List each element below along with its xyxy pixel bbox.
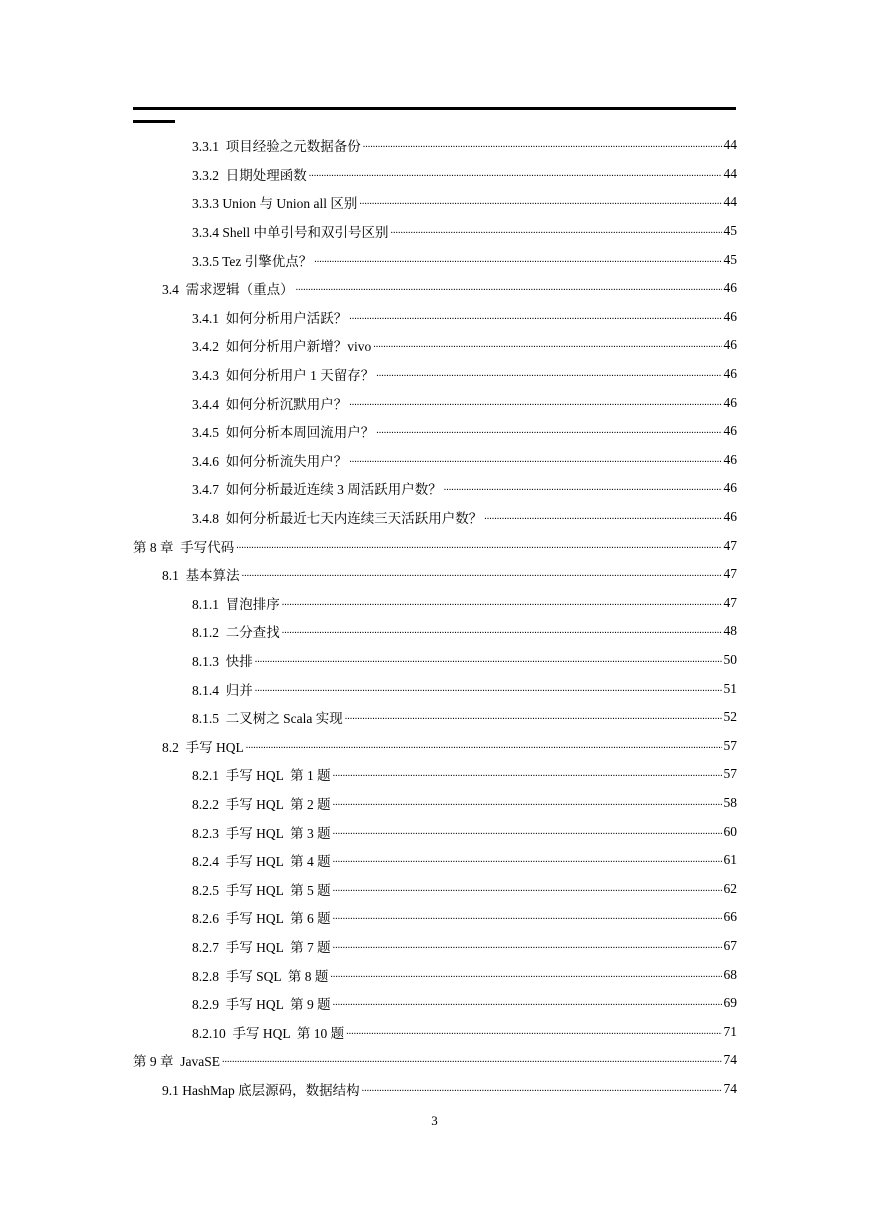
toc-entry-page-number: 46 — [723, 366, 737, 382]
toc-entry[interactable] — [192, 646, 737, 675]
toc-entry[interactable] — [192, 474, 737, 503]
toc-entry-page-number: 66 — [723, 909, 737, 925]
toc-entry[interactable] — [192, 960, 737, 989]
toc-entry-page-number: 46 — [723, 451, 737, 467]
toc-dot-leader — [362, 1081, 722, 1097]
toc-entry[interactable] — [192, 446, 737, 475]
toc-entry-page-number: 46 — [723, 280, 737, 296]
toc-entry[interactable] — [192, 817, 737, 846]
toc-entry-page-number: 44 — [723, 137, 737, 153]
page-number: 3 — [431, 1113, 438, 1128]
toc-dot-leader — [333, 881, 722, 897]
toc-entry[interactable] — [192, 303, 737, 332]
toc-entry-page-number: 57 — [723, 766, 737, 782]
toc-entry-page-number: 50 — [723, 652, 737, 668]
toc-dot-leader — [242, 566, 722, 582]
toc-dot-leader — [255, 652, 722, 668]
toc-entry-page-number: 52 — [723, 709, 737, 725]
toc-entry[interactable] — [192, 617, 737, 646]
toc-dot-leader — [296, 280, 722, 296]
toc-entry-title: 3.4.7 如何分析最近连续 3 周活跃用户数？ — [192, 482, 442, 498]
toc-entry-page-number: 67 — [723, 938, 737, 954]
toc-entry-page-number: 60 — [723, 823, 737, 839]
toc-entry-title: 8.2.3 手写 HQL 第 3 题 — [192, 825, 331, 841]
toc-dot-leader — [255, 681, 722, 697]
header-rule — [133, 107, 736, 110]
toc-entry-page-number: 44 — [723, 194, 737, 210]
toc-entry[interactable] — [192, 245, 737, 274]
toc-entry-title: 3.4 需求逻辑（重点） — [162, 282, 294, 298]
toc-entry-page-number: 46 — [723, 337, 737, 353]
toc-entry-page-number: 68 — [723, 966, 737, 982]
toc-dot-leader — [314, 252, 721, 268]
toc-entry-title: 8.2.6 手写 HQL 第 6 题 — [192, 911, 331, 927]
toc-entry-title: 8.2.2 手写 HQL 第 2 题 — [192, 797, 331, 813]
toc-dot-leader — [345, 709, 722, 725]
toc-entry[interactable] — [192, 989, 737, 1018]
toc-dot-leader — [349, 395, 721, 411]
toc-entry[interactable] — [133, 1046, 737, 1075]
toc-entry[interactable] — [192, 417, 737, 446]
toc-entry-title: 8.2.5 手写 HQL 第 5 题 — [192, 882, 331, 898]
toc-entry-page-number: 46 — [723, 394, 737, 410]
toc-entry-title: 8.2.8 手写 SQL 第 8 题 — [192, 968, 329, 984]
toc-entry-title: 3.4.5 如何分析本周回流用户？ — [192, 425, 375, 441]
toc-entry-title: 8.1.2 二分查找 — [192, 625, 280, 641]
toc-entry[interactable] — [162, 1075, 737, 1104]
toc-entry[interactable] — [192, 131, 737, 160]
toc-entry-page-number: 47 — [723, 566, 737, 582]
header-rule-tail — [133, 120, 175, 123]
toc-entry-page-number: 62 — [723, 880, 737, 896]
toc-entry[interactable] — [192, 760, 737, 789]
toc-entry-title: 8.1.4 归并 — [192, 682, 253, 698]
toc-entry-page-number: 74 — [723, 1081, 737, 1097]
toc-entry-title: 9.1 HashMap 底层源码，数据结构 — [162, 1083, 360, 1099]
toc-entry[interactable] — [192, 503, 737, 532]
toc-entry[interactable] — [192, 903, 737, 932]
toc-entry[interactable] — [192, 1018, 737, 1047]
toc-entry-page-number: 47 — [723, 537, 737, 553]
toc-dot-leader — [391, 223, 722, 239]
toc-entry-title: 3.3.5 Tez 引擎优点？ — [192, 253, 313, 269]
toc-entry-title: 第 9 章 JavaSE — [133, 1054, 220, 1070]
toc-entry[interactable] — [162, 560, 737, 589]
toc-entry[interactable] — [133, 531, 737, 560]
toc-entry-page-number: 58 — [723, 795, 737, 811]
toc-dot-leader — [246, 738, 722, 754]
toc-entry-page-number: 45 — [723, 251, 737, 267]
toc-entry-title: 3.4.1 如何分析用户活跃？ — [192, 310, 348, 326]
toc-entry[interactable] — [192, 589, 737, 618]
toc-dot-leader — [373, 337, 721, 353]
toc-dot-leader — [333, 824, 722, 840]
toc-entry-title: 8.1.1 冒泡排序 — [192, 596, 280, 612]
toc-dot-leader — [359, 194, 721, 210]
toc-entry[interactable] — [192, 789, 737, 818]
toc-dot-leader — [346, 1024, 721, 1040]
toc-entry[interactable] — [192, 875, 737, 904]
toc-entry[interactable] — [162, 732, 737, 761]
toc-entry-title: 3.4.3 如何分析用户 1 天留存？ — [192, 368, 375, 384]
toc-entry-page-number: 46 — [723, 423, 737, 439]
toc-entry-page-number: 71 — [723, 1023, 737, 1039]
toc-dot-leader — [349, 309, 721, 325]
toc-dot-leader — [363, 137, 722, 153]
toc-entry-title: 8.2.4 手写 HQL 第 4 题 — [192, 854, 331, 870]
toc-entry-title: 3.4.8 如何分析最近七天内连续三天活跃用户数？ — [192, 511, 483, 527]
toc-entry[interactable] — [192, 674, 737, 703]
toc-dot-leader — [333, 938, 722, 954]
toc-entry-page-number: 46 — [723, 480, 737, 496]
toc-entry-title: 8.1.5 二叉树之 Scala 实现 — [192, 711, 343, 727]
toc-entry-title: 3.4.6 如何分析流失用户？ — [192, 453, 348, 469]
toc-dot-leader — [444, 480, 722, 496]
toc-entry[interactable] — [162, 274, 737, 303]
toc-entry-page-number: 44 — [723, 165, 737, 181]
toc-entry[interactable] — [192, 160, 737, 189]
toc-entry-page-number: 46 — [723, 308, 737, 324]
toc-entry-title: 3.4.2 如何分析用户新增？vivo — [192, 339, 372, 355]
toc-entry-page-number: 74 — [723, 1052, 737, 1068]
toc-entry-title: 8.2 手写 HQL — [162, 739, 244, 755]
toc-dot-leader — [282, 595, 722, 611]
toc-entry-title: 8.1.3 快排 — [192, 654, 253, 670]
toc-dot-leader — [333, 909, 722, 925]
toc-entry-page-number: 69 — [723, 995, 737, 1011]
toc-entry-page-number: 45 — [723, 223, 737, 239]
toc-entry-page-number: 48 — [723, 623, 737, 639]
toc-entry[interactable] — [192, 331, 737, 360]
toc-entry-page-number: 47 — [723, 594, 737, 610]
toc-entry[interactable] — [192, 360, 737, 389]
toc-dot-leader — [349, 452, 721, 468]
toc-dot-leader — [330, 967, 721, 983]
toc-entry-title: 3.3.4 Shell 中单引号和双引号区别 — [192, 225, 389, 241]
toc-entry[interactable] — [192, 217, 737, 246]
toc-dot-leader — [333, 852, 722, 868]
toc-entry-title: 8.1 基本算法 — [162, 568, 240, 584]
toc-dot-leader — [484, 509, 721, 525]
toc-entry[interactable] — [192, 188, 737, 217]
toc-entry-title: 8.2.9 手写 HQL 第 9 题 — [192, 997, 331, 1013]
toc-entry-title: 8.2.7 手写 HQL 第 7 题 — [192, 940, 331, 956]
toc-entry[interactable] — [192, 932, 737, 961]
toc-dot-leader — [236, 538, 721, 554]
toc-dot-leader — [333, 795, 722, 811]
toc-dot-leader — [376, 366, 721, 382]
toc-entry-title: 3.3.2 日期处理函数 — [192, 167, 307, 183]
toc-entry-title: 第 8 章 手写代码 — [133, 539, 235, 555]
toc-dot-leader — [376, 423, 721, 439]
toc-entry-title: 3.4.4 如何分析沉默用户？ — [192, 396, 348, 412]
toc-entry-title: 8.2.1 手写 HQL 第 1 题 — [192, 768, 331, 784]
toc-entry[interactable] — [192, 846, 737, 875]
toc-entry-page-number: 46 — [723, 509, 737, 525]
toc-entry-title: 8.2.10 手写 HQL 第 10 题 — [192, 1025, 345, 1041]
toc-dot-leader — [333, 766, 722, 782]
toc-entry-title: 3.3.1 项目经验之元数据备份 — [192, 139, 361, 155]
toc-entry-page-number: 61 — [723, 852, 737, 868]
toc-entry-page-number: 51 — [723, 680, 737, 696]
toc-dot-leader — [282, 623, 722, 639]
toc-dot-leader — [333, 995, 722, 1011]
toc-entry[interactable] — [192, 703, 737, 732]
toc-entry[interactable] — [192, 388, 737, 417]
toc-dot-leader — [309, 166, 722, 182]
toc-dot-leader — [222, 1052, 722, 1068]
toc-entry-page-number: 57 — [723, 737, 737, 753]
toc-entry-title: 3.3.3 Union 与 Union all 区别 — [192, 196, 358, 212]
